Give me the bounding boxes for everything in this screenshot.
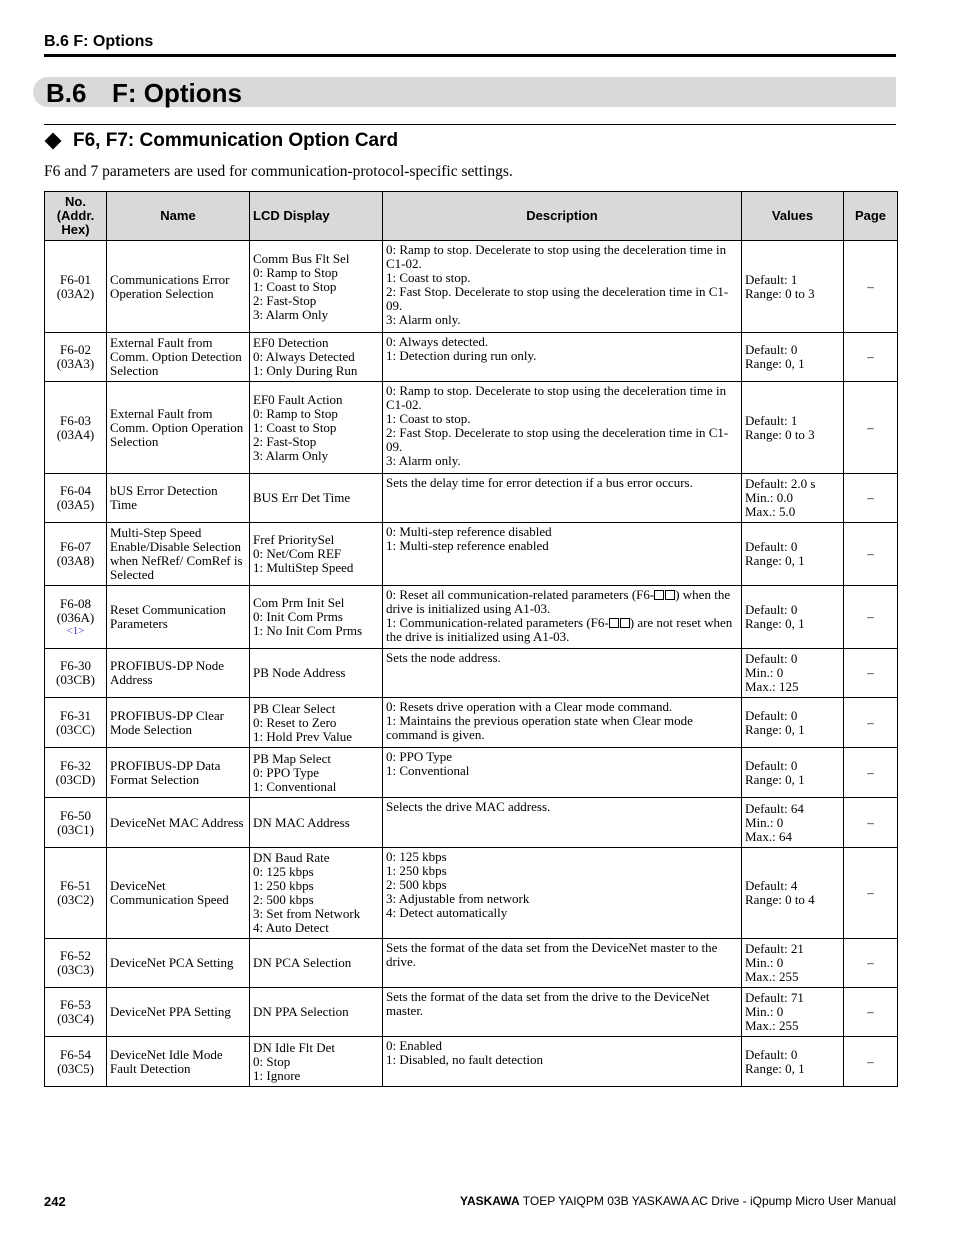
cell-parameter-number xyxy=(45,798,107,848)
cell-values: Default: 1 Range: 0 to 3 xyxy=(742,241,844,333)
description-text: 0: PPO Type 1: Conventional xyxy=(386,749,470,778)
description-text: Sets the format of the data set from the DeviceNet master to the drive. xyxy=(386,940,718,969)
parameter-address: (03C1) xyxy=(57,821,94,837)
cell-name: Multi-Step Speed Enable/Disable Selection when NefRef/ ComRef is Selected xyxy=(107,523,250,586)
description-text: Sets the delay time for error detection if a bus error occurs. xyxy=(386,475,693,490)
parameter-address: (03CC) xyxy=(56,721,95,737)
cell-name: DeviceNet PPA Setting xyxy=(107,988,250,1037)
parameter-number: F6-02 xyxy=(59,342,92,357)
table-row xyxy=(45,698,898,748)
table-row xyxy=(45,333,898,382)
subsection-title: F6, F7: Communication Option Card xyxy=(73,130,399,151)
header-values: Values xyxy=(742,192,844,241)
description-text: Sets the format of the data set from the drive to the DeviceNet master. xyxy=(386,989,710,1018)
cell-name: Communications Error Operation Selection xyxy=(107,241,250,333)
cell-page: – xyxy=(844,698,898,748)
cell-description xyxy=(383,748,742,798)
cell-page: – xyxy=(844,474,898,523)
cell-lcd-display: Com Prm Init Sel 0: Init Com Prms 1: No Init Com Prms xyxy=(250,586,383,649)
description-text: 0: 125 kbps 1: 250 kbps 2: 500 kbps 3: Adjustable from network 4: Detect automatically xyxy=(386,849,530,920)
cell-description xyxy=(383,848,742,939)
parameter-address: (036A) xyxy=(56,610,95,625)
cell-values: Default: 0 Range: 0, 1 xyxy=(742,1037,844,1087)
parameter-number: F6-08 xyxy=(59,596,92,611)
parameter-number: F6-31 xyxy=(59,707,92,723)
parameter-address: (03A5) xyxy=(56,497,95,512)
subsection-heading xyxy=(44,129,398,153)
cell-parameter-number xyxy=(45,241,107,333)
intro-paragraph: F6 and 7 parameters are used for communication-protocol-specific settings. xyxy=(44,163,513,180)
parameter-address: (03A2) xyxy=(56,285,95,301)
description-text: 0: Resets drive operation with a Clear mode command. 1: Maintains the previous operation state when Clear mode command is given. xyxy=(386,699,693,742)
section-rule xyxy=(44,124,896,125)
cell-lcd-display: BUS Err Det Time xyxy=(250,474,383,523)
table-row xyxy=(45,848,898,939)
section-title: F: Options xyxy=(112,78,242,108)
cell-description xyxy=(383,649,742,698)
header-page: Page xyxy=(844,192,898,241)
cell-lcd-display: PB Map Select 0: PPO Type 1: Conventional xyxy=(250,748,383,798)
table-header-row xyxy=(45,192,898,241)
cell-parameter-number xyxy=(45,586,107,649)
cell-page: – xyxy=(844,649,898,698)
parameter-address: (03A4) xyxy=(56,426,95,442)
table-row xyxy=(45,382,898,474)
header-lcd-display: LCD Display xyxy=(250,192,383,241)
header-description: Description xyxy=(383,192,742,241)
cell-parameter-number xyxy=(45,649,107,698)
parameter-address: (03C2) xyxy=(57,892,94,907)
cell-name: DeviceNet PCA Setting xyxy=(107,939,250,988)
parameter-number: F6-51 xyxy=(59,878,92,893)
parameter-number: F6-01 xyxy=(59,271,92,287)
parameter-address: (03C4) xyxy=(57,1011,94,1026)
cell-lcd-display: DN PPA Selection xyxy=(250,988,383,1037)
table-row xyxy=(45,1037,898,1087)
placeholder-boxes-icon xyxy=(609,618,630,628)
cell-page: – xyxy=(844,1037,898,1087)
parameter-number: F6-32 xyxy=(59,757,92,773)
parameter-address: (03A3) xyxy=(56,356,95,371)
parameter-address: (03CB) xyxy=(56,672,95,687)
cell-description xyxy=(383,798,742,848)
cell-lcd-display: PB Clear Select 0: Reset to Zero 1: Hold Prev Value xyxy=(250,698,383,748)
cell-parameter-number xyxy=(45,333,107,382)
cell-parameter-number xyxy=(45,698,107,748)
parameter-address: (03A8) xyxy=(56,553,95,568)
cell-name: bUS Error Detection Time xyxy=(107,474,250,523)
diamond-bullet-icon xyxy=(45,133,62,150)
running-head: B.6 F: Options xyxy=(44,33,896,57)
table-row xyxy=(45,798,898,848)
description-text: Selects the drive MAC address. xyxy=(386,799,551,814)
cell-description xyxy=(383,523,742,586)
cell-description xyxy=(383,586,742,649)
description-text: 0: Multi-step reference disabled 1: Multi-step reference enabled xyxy=(386,524,552,553)
footer-brand: YASKAWA xyxy=(460,1194,520,1208)
parameter-number: F6-03 xyxy=(59,412,92,428)
cell-name: PROFIBUS-DP Clear Mode Selection xyxy=(107,698,250,748)
cell-values: Default: 64 Min.: 0 Max.: 64 xyxy=(742,798,844,848)
parameter-number: F6-07 xyxy=(59,539,92,554)
description-text: Sets the node address. xyxy=(386,650,501,665)
cell-description xyxy=(383,382,742,474)
cell-values: Default: 0 Range: 0, 1 xyxy=(742,523,844,586)
cell-name: External Fault from Comm. Option Detection Selection xyxy=(107,333,250,382)
parameter-address: (03CD) xyxy=(55,771,96,787)
cell-description xyxy=(383,1037,742,1087)
cell-page: – xyxy=(844,333,898,382)
cell-parameter-number xyxy=(45,1037,107,1087)
cell-page: – xyxy=(844,848,898,939)
cell-lcd-display: Fref PrioritySel 0: Net/Com REF 1: MultiStep Speed xyxy=(250,523,383,586)
cell-lcd-display: DN MAC Address xyxy=(250,798,383,848)
table-row xyxy=(45,939,898,988)
cell-description xyxy=(383,474,742,523)
table-row xyxy=(45,586,898,649)
description-text: 0: Ramp to stop. Decelerate to stop using the deceleration time in C1-02. 1: Coast to stop. 2: Fast Stop. Decelerate to stop using the deceleration time in C1-09. 3: Alarm only. xyxy=(386,242,729,327)
parameter-number: F6-53 xyxy=(59,997,92,1012)
cell-description xyxy=(383,988,742,1037)
cell-values: Default: 0 Range: 0, 1 xyxy=(742,333,844,382)
cell-page: – xyxy=(844,241,898,333)
section-heading xyxy=(46,76,242,110)
section-number: B.6 xyxy=(46,78,87,108)
cell-parameter-number xyxy=(45,988,107,1037)
cell-page: – xyxy=(844,523,898,586)
cell-lcd-display: EF0 Fault Action 0: Ramp to Stop 1: Coast to Stop 2: Fast-Stop 3: Alarm Only xyxy=(250,382,383,474)
table-row xyxy=(45,988,898,1037)
cell-description xyxy=(383,698,742,748)
cell-values: Default: 21 Min.: 0 Max.: 255 xyxy=(742,939,844,988)
cell-values: Default: 4 Range: 0 to 4 xyxy=(742,848,844,939)
cell-values: Default: 0 Range: 0, 1 xyxy=(742,748,844,798)
table-row xyxy=(45,241,898,333)
cell-description xyxy=(383,241,742,333)
parameter-number: F6-54 xyxy=(59,1046,92,1062)
cell-parameter-number xyxy=(45,939,107,988)
cell-name: PROFIBUS-DP Data Format Selection xyxy=(107,748,250,798)
cell-values: Default: 2.0 s Min.: 0.0 Max.: 5.0 xyxy=(742,474,844,523)
table-row xyxy=(45,474,898,523)
cell-parameter-number xyxy=(45,748,107,798)
cell-page: – xyxy=(844,748,898,798)
footnote-ref: <1> xyxy=(66,625,85,637)
table-row xyxy=(45,748,898,798)
cell-lcd-display: DN Baud Rate 0: 125 kbps 1: 250 kbps 2: 500 kbps 3: Set from Network 4: Auto Detect xyxy=(250,848,383,939)
parameter-address: (03C5) xyxy=(57,1060,94,1076)
parameter-number: F6-30 xyxy=(59,658,92,673)
cell-parameter-number xyxy=(45,523,107,586)
cell-lcd-display: PB Node Address xyxy=(250,649,383,698)
parameter-number: F6-52 xyxy=(59,948,92,963)
cell-description xyxy=(383,333,742,382)
cell-name: Reset Communication Parameters xyxy=(107,586,250,649)
cell-values: Default: 71 Min.: 0 Max.: 255 xyxy=(742,988,844,1037)
cell-values: Default: 0 Range: 0, 1 xyxy=(742,698,844,748)
parameter-number: F6-50 xyxy=(59,807,92,823)
cell-parameter-number xyxy=(45,848,107,939)
cell-lcd-display: EF0 Detection 0: Always Detected 1: Only During Run xyxy=(250,333,383,382)
table-row xyxy=(45,649,898,698)
placeholder-boxes-icon xyxy=(654,590,675,600)
cell-parameter-number xyxy=(45,382,107,474)
parameter-address: (03C3) xyxy=(57,962,94,977)
cell-description xyxy=(383,939,742,988)
cell-page: – xyxy=(844,382,898,474)
footer-document-title xyxy=(460,1194,896,1208)
cell-values: Default: 0 Min.: 0 Max.: 125 xyxy=(742,649,844,698)
cell-values: Default: 1 Range: 0 to 3 xyxy=(742,382,844,474)
cell-lcd-display: DN Idle Flt Det 0: Stop 1: Ignore xyxy=(250,1037,383,1087)
header-no: No. (Addr. Hex) xyxy=(45,192,107,241)
description-text: 0: Enabled 1: Disabled, no fault detection xyxy=(386,1038,544,1067)
cell-page: – xyxy=(844,939,898,988)
cell-name: PROFIBUS-DP Node Address xyxy=(107,649,250,698)
cell-page: – xyxy=(844,586,898,649)
cell-page: – xyxy=(844,988,898,1037)
cell-name: DeviceNet MAC Address xyxy=(107,798,250,848)
description-text: 0: Ramp to stop. Decelerate to stop using the deceleration time in C1-02. 1: Coast to stop. 2: Fast Stop. Decelerate to stop using the deceleration time in C1-09. 3: Alarm only. xyxy=(386,383,729,468)
table-body xyxy=(45,241,898,1087)
parameter-number: F6-04 xyxy=(59,483,92,498)
footer-document: TOEP YAIQPM 03B YASKAWA AC Drive - iQpump Micro User Manual xyxy=(522,1194,896,1208)
cell-lcd-display: DN PCA Selection xyxy=(250,939,383,988)
page-number: 242 xyxy=(44,1194,66,1209)
cell-page: – xyxy=(844,798,898,848)
table-row xyxy=(45,523,898,586)
description-text: 0: Reset all communication-related parameters (F6- ) when the drive is initialized using A1-03. 1: Communication-related parameters (F6- ) are not reset when the drive is initialized using A1-03. xyxy=(386,587,733,644)
cell-values: Default: 0 Range: 0, 1 xyxy=(742,586,844,649)
header-name: Name xyxy=(107,192,250,241)
cell-parameter-number xyxy=(45,474,107,523)
cell-name: External Fault from Comm. Option Operation Selection xyxy=(107,382,250,474)
cell-name: DeviceNet Communication Speed xyxy=(107,848,250,939)
description-text: 0: Always detected. 1: Detection during run only. xyxy=(386,334,537,363)
parameter-table xyxy=(44,191,898,1087)
cell-lcd-display: Comm Bus Flt Sel 0: Ramp to Stop 1: Coast to Stop 2: Fast-Stop 3: Alarm Only xyxy=(250,241,383,333)
cell-name: DeviceNet Idle Mode Fault Detection xyxy=(107,1037,250,1087)
